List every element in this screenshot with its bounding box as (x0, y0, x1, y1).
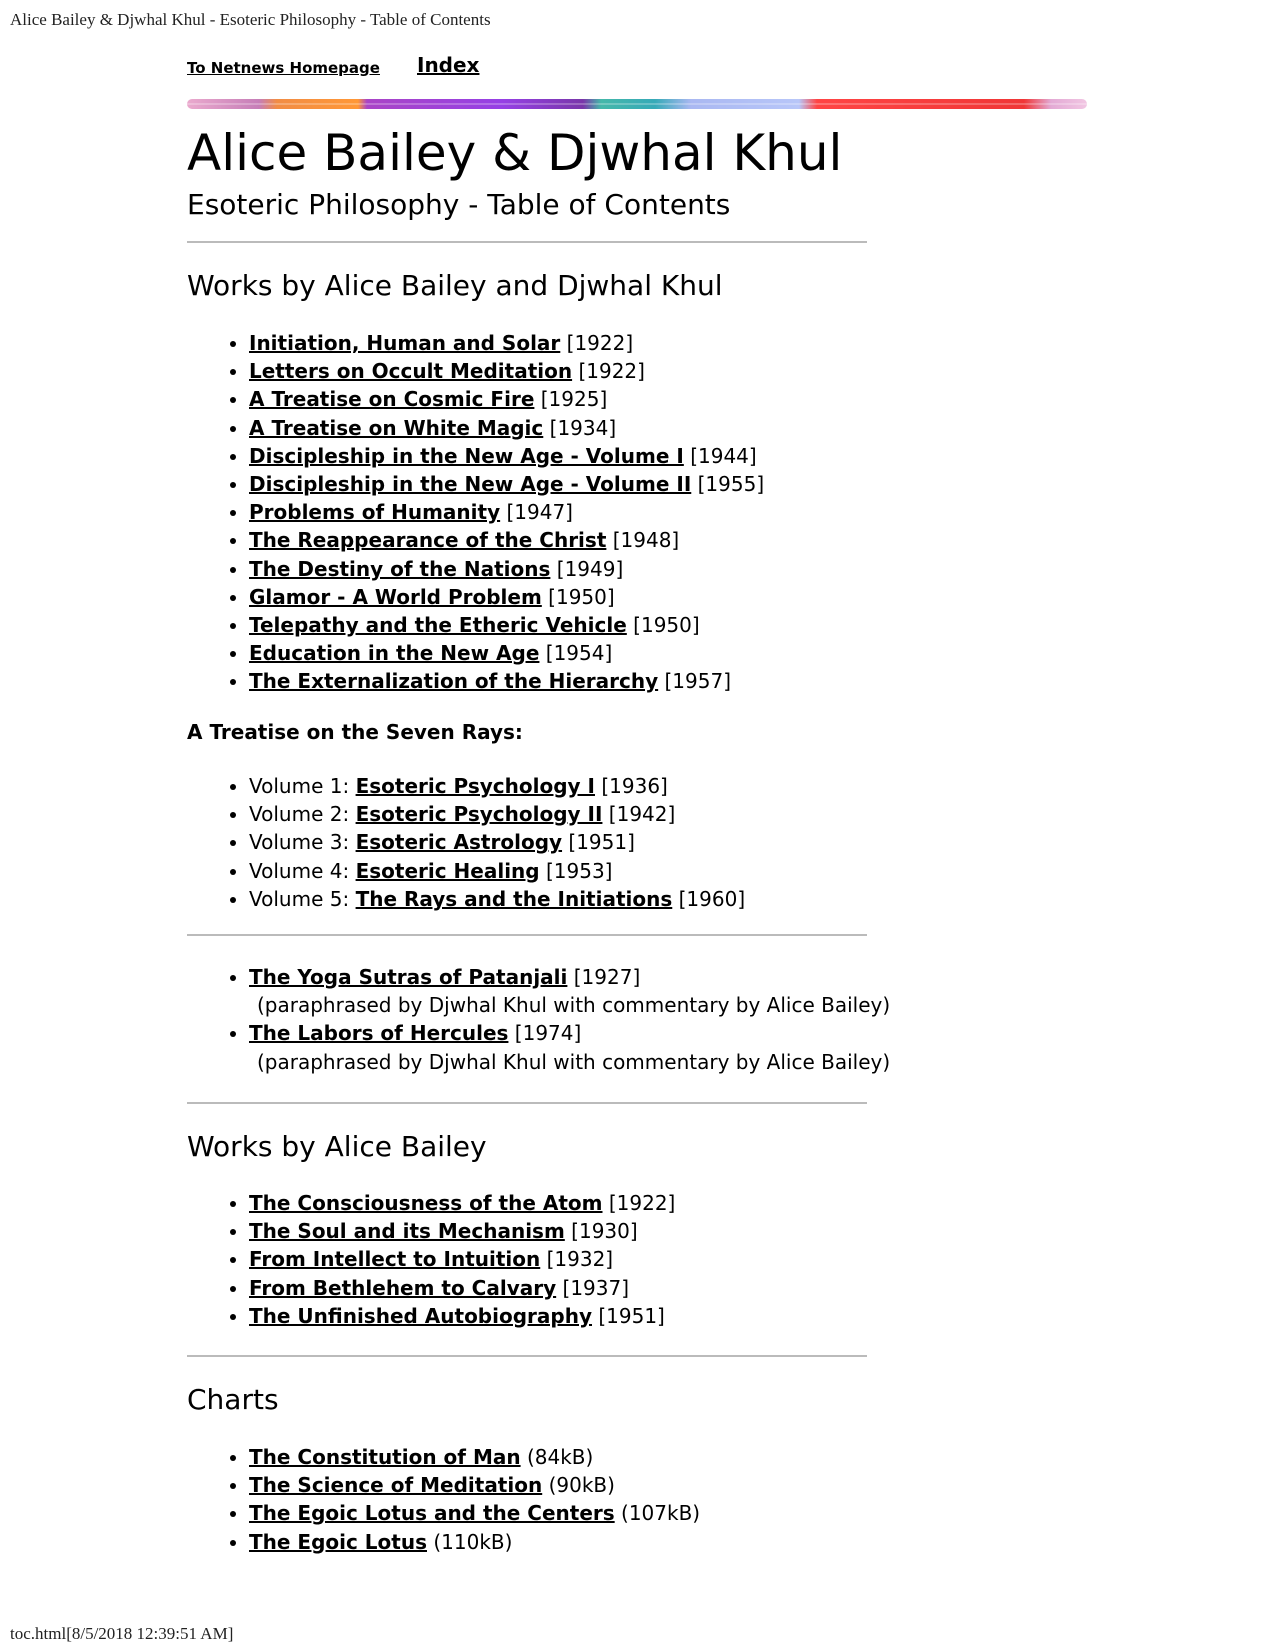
paraphrase-note: (paraphrased by Djwhal Khul with commentary by Alice Bailey) (257, 993, 891, 1018)
list-item (249, 414, 764, 442)
book-link[interactable]: The Unfinished Autobiography (249, 1303, 592, 1328)
volume-label: Volume 2: (249, 802, 350, 827)
list-item (249, 1443, 700, 1471)
year: [1951] (598, 1303, 665, 1328)
year: [1925] (540, 387, 608, 412)
volume-label: Volume 4: (249, 858, 350, 883)
list-item (249, 667, 764, 695)
list-item (249, 1528, 700, 1556)
year: [1922] (608, 1191, 676, 1215)
year: [1974] (514, 1021, 582, 1046)
book-link[interactable]: Problems of Humanity (249, 500, 501, 525)
divider (187, 934, 867, 936)
paraphrased-list (187, 963, 890, 1076)
book-link[interactable]: Esoteric Psychology II (355, 802, 603, 827)
list-item (249, 555, 764, 583)
volume-label: Volume 3: (249, 830, 350, 855)
year: [1951] (568, 830, 635, 855)
list-item (249, 357, 764, 385)
list-item (249, 1189, 675, 1217)
book-link[interactable]: The Externalization of the Hierarchy (249, 669, 659, 694)
book-link[interactable]: From Bethlehem to Calvary (249, 1275, 557, 1300)
section-heading-works-alice: Works by Alice Bailey (187, 1130, 487, 1163)
year: [1950] (548, 584, 615, 609)
section-heading-charts: Charts (187, 1383, 279, 1416)
book-link[interactable]: The Labors of Hercules (249, 1021, 509, 1046)
list-item (249, 1274, 675, 1302)
list-item (249, 800, 745, 828)
book-link[interactable]: Education in the New Age (249, 641, 540, 666)
list-item (249, 1245, 675, 1273)
book-link[interactable]: The Soul and its Mechanism (249, 1219, 565, 1244)
book-link[interactable]: Glamor - A World Problem (249, 584, 542, 609)
book-link[interactable]: Discipleship in the New Age - Volume II (249, 472, 692, 497)
list-item (249, 828, 745, 856)
year: [1934] (549, 415, 617, 440)
print-header: Alice Bailey & Djwhal Khul - Esoteric Philosophy - Table of Contents (10, 10, 491, 29)
divider (187, 1102, 867, 1104)
list-item (249, 963, 890, 1019)
book-link[interactable]: Initiation, Human and Solar (249, 331, 561, 355)
book-link[interactable]: Esoteric Healing (355, 858, 540, 883)
file-size: (90kB) (548, 1473, 615, 1498)
page-content (187, 50, 1087, 80)
list-item (249, 329, 764, 357)
year: [1930] (571, 1219, 638, 1244)
book-link[interactable]: A Treatise on Cosmic Fire (249, 387, 535, 412)
book-link[interactable]: The Destiny of the Nations (249, 556, 551, 581)
chart-link[interactable]: The Constitution of Man (249, 1445, 521, 1469)
list-item (249, 611, 764, 639)
year: [1948] (612, 528, 680, 553)
list-item (249, 772, 745, 800)
divider (187, 241, 867, 243)
book-link[interactable]: Discipleship in the New Age - Volume I (249, 443, 684, 468)
print-footer: toc.html[8/5/2018 12:39:51 AM] (10, 1624, 234, 1643)
year: [1947] (506, 500, 573, 525)
book-link[interactable]: The Consciousness of the Atom (249, 1191, 603, 1215)
year: [1953] (545, 858, 613, 883)
list-item (249, 857, 745, 885)
list-item (249, 385, 764, 413)
index-link[interactable]: Index (417, 53, 480, 77)
works-alice-list (187, 1189, 675, 1330)
book-link[interactable]: From Intellect to Intuition (249, 1247, 541, 1272)
page-title: Alice Bailey & Djwhal Khul (187, 124, 843, 182)
list-item (249, 639, 764, 667)
top-nav (187, 50, 1087, 80)
section-heading-works-both: Works by Alice Bailey and Djwhal Khul (187, 269, 723, 302)
seven-rays-list (187, 772, 745, 913)
chart-link[interactable]: The Egoic Lotus and the Centers (249, 1501, 615, 1526)
list-item (249, 442, 764, 470)
paraphrase-note: (paraphrased by Djwhal Khul with commentary by Alice Bailey) (257, 1049, 891, 1074)
year: [1927] (573, 965, 641, 989)
book-link[interactable]: A Treatise on White Magic (249, 415, 544, 440)
file-size: (110kB) (433, 1529, 513, 1554)
list-item (249, 470, 764, 498)
charts-list (187, 1443, 700, 1556)
list-item (249, 526, 764, 554)
list-item (249, 498, 764, 526)
book-link[interactable]: Esoteric Astrology (355, 830, 563, 855)
year: [1937] (562, 1275, 630, 1300)
year: [1960] (678, 886, 746, 911)
year: [1922] (578, 359, 645, 384)
book-link[interactable]: Letters on Occult Meditation (249, 359, 573, 384)
year: [1944] (690, 443, 757, 468)
chart-link[interactable]: The Egoic Lotus (249, 1529, 427, 1554)
year: [1932] (546, 1247, 614, 1272)
list-item (249, 1499, 700, 1527)
year: [1949] (556, 556, 624, 581)
file-size: (84kB) (526, 1445, 594, 1469)
year: [1954] (545, 641, 613, 666)
book-link[interactable]: The Rays and the Initiations (355, 886, 673, 911)
works-both-list (187, 329, 764, 696)
book-link[interactable]: The Yoga Sutras of Patanjali (249, 965, 568, 989)
list-item (249, 1471, 700, 1499)
book-link[interactable]: Telepathy and the Etheric Vehicle (249, 613, 627, 638)
year: [1936] (601, 774, 668, 798)
volume-label: Volume 1: (249, 774, 350, 798)
list-item (249, 1302, 675, 1330)
file-size: (107kB) (621, 1501, 701, 1526)
list-item (249, 1217, 675, 1245)
chart-link[interactable]: The Science of Meditation (249, 1473, 543, 1498)
year: [1922] (566, 331, 634, 355)
book-link[interactable]: The Reappearance of the Christ (249, 528, 607, 553)
volume-label: Volume 5: (249, 886, 350, 911)
list-item (249, 583, 764, 611)
list-item (249, 885, 745, 913)
rainbow-divider (187, 96, 1087, 112)
year: [1955] (697, 472, 765, 497)
seven-rays-heading: A Treatise on the Seven Rays: (187, 720, 523, 744)
book-link[interactable]: Esoteric Psychology I (355, 774, 595, 798)
year: [1957] (664, 669, 732, 694)
year: [1942] (608, 802, 676, 827)
year: [1950] (633, 613, 700, 638)
netnews-homepage-link[interactable]: To Netnews Homepage (187, 59, 380, 77)
page-subtitle: Esoteric Philosophy - Table of Contents (187, 188, 731, 221)
list-item (249, 1019, 890, 1075)
divider (187, 1355, 867, 1357)
